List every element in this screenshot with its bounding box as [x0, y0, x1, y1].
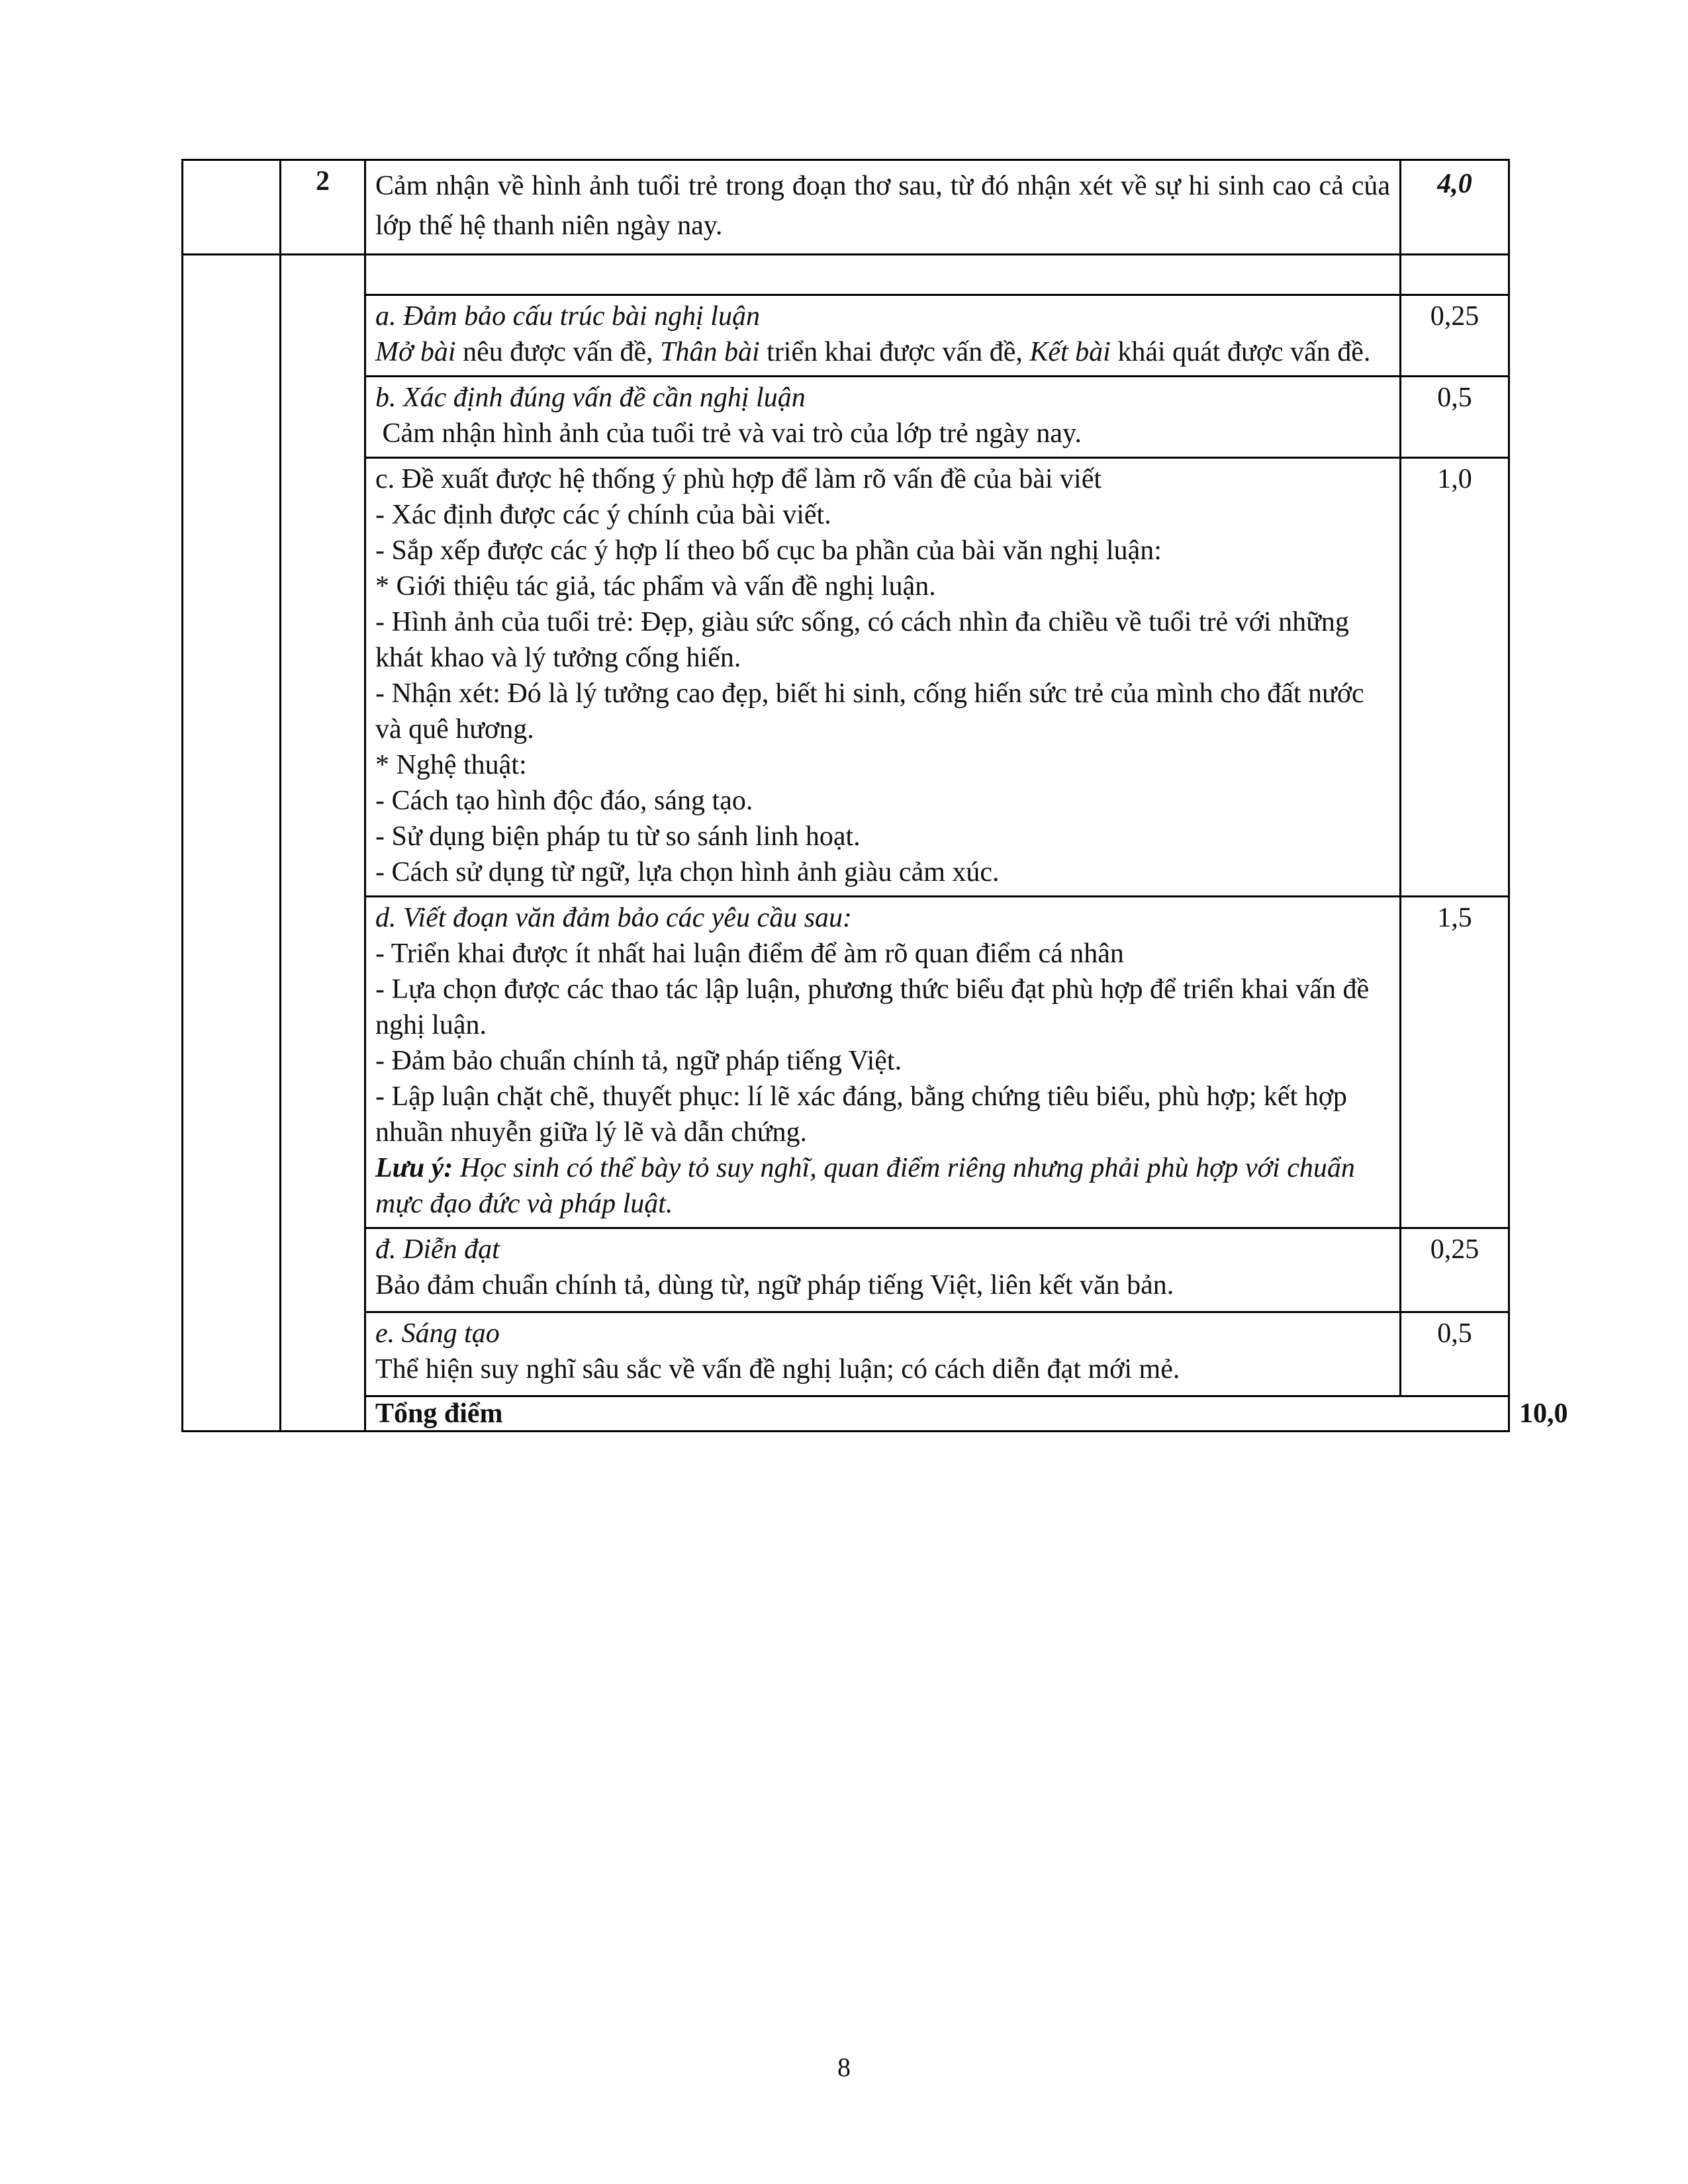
- criterion-a-body: [375, 334, 1390, 370]
- question-row: [183, 160, 1509, 255]
- question-number: 2: [281, 160, 365, 255]
- text-segment: triển khai được vấn đề,: [759, 337, 1030, 367]
- question-prompt: Cảm nhận về hình ảnh tuổi trẻ trong đoạn thơ sau, từ đó nhận xét về sự hi sinh cao cả của lớp thế hệ thanh niên ngày nay.: [365, 160, 1401, 255]
- page-number: 8: [837, 2052, 851, 2082]
- criterion-d-score: 1,5: [1401, 897, 1509, 1228]
- blank-row: [183, 255, 1509, 295]
- criterion-b-score: 0,5: [1401, 377, 1509, 458]
- criterion-c-line: - Cách tạo hình độc đáo, sáng tạo.: [375, 786, 753, 816]
- criterion-e-row: [183, 1312, 1509, 1396]
- criterion-c-line: - Sắp xếp được các ý hợp lí theo bố cục ba phần của bài văn nghị luận:: [375, 535, 1162, 566]
- text-segment: khái quát được vấn đề.: [1110, 337, 1371, 367]
- criterion-e-score: 0,5: [1401, 1312, 1509, 1396]
- criterion-d-heading: d. Viết đoạn văn đảm bảo các yêu cầu sau:: [375, 903, 853, 933]
- criterion-d-line: - Lựa chọn được các thao tác lập luận, phương thức biểu đạt phù hợp để triển khai vấn đề nghị luận.: [375, 974, 1370, 1040]
- part-cell-merged: [183, 255, 281, 1432]
- criterion-b: [365, 377, 1401, 458]
- criterion-d-note: [375, 1150, 1390, 1222]
- total-row: Tổng điểm 10,0: [183, 1396, 1509, 1432]
- criterion-a-heading: a. Đảm bảo cấu trúc bài nghị luận: [375, 301, 760, 332]
- criterion-d-row: [183, 897, 1509, 1228]
- criterion-dd-heading: đ. Diễn đạt: [375, 1234, 500, 1265]
- criterion-c-line: - Sử dụng biện pháp tu từ so sánh linh hoạt.: [375, 821, 861, 852]
- criterion-c-score: 1,0: [1401, 458, 1509, 897]
- text-than-bai: Thân bài: [660, 337, 760, 367]
- question-score: 4,0: [1401, 160, 1509, 255]
- criterion-e-heading: e. Sáng tạo: [375, 1318, 500, 1349]
- criterion-c-line: - Nhận xét: Đó là lý tưởng cao đẹp, biết hi sinh, cống hiến sức trẻ của mình cho đất nước và quê hương.: [375, 678, 1364, 745]
- criterion-c-line: * Nghệ thuật:: [375, 750, 527, 780]
- criterion-b-row: [183, 377, 1509, 458]
- criterion-a-score: 0,25: [1401, 295, 1509, 377]
- criterion-dd: [365, 1228, 1401, 1312]
- criterion-b-heading: b. Xác định đúng vấn đề cần nghị luận: [375, 383, 806, 413]
- blank-content-cell: [365, 255, 1401, 295]
- text-segment: nêu được vấn đề,: [455, 337, 661, 367]
- criterion-e-body: Thể hiện suy nghĩ sâu sắc về vấn đề nghị luận; có cách diễn đạt mới mẻ.: [375, 1354, 1180, 1385]
- criterion-b-body: Cảm nhận hình ảnh của tuổi trẻ và vai trò của lớp trẻ ngày nay.: [375, 418, 1082, 449]
- criterion-d: [365, 897, 1401, 1228]
- note-label: Lưu ý:: [375, 1153, 453, 1183]
- criterion-e: [365, 1312, 1401, 1396]
- criterion-c: [365, 458, 1401, 897]
- grading-rubric-table: [181, 159, 1568, 1432]
- number-cell-merged: [281, 255, 365, 1432]
- total-label: Tổng điểm: [365, 1396, 1509, 1432]
- text-ket-bai: Kết bài: [1029, 337, 1111, 367]
- blank-score-cell: [1401, 255, 1509, 295]
- criterion-d-line: - Đảm bảo chuẩn chính tả, ngữ pháp tiếng Việt.: [375, 1046, 902, 1076]
- criterion-dd-body: Bảo đảm chuẩn chính tả, dùng từ, ngữ pháp tiếng Việt, liên kết văn bản.: [375, 1270, 1174, 1300]
- note-text: Học sinh có thể bày tỏ suy nghĩ, quan điểm riêng nhưng phải phù hợp với chuẩn mực đạo đức và pháp luật.: [375, 1153, 1355, 1219]
- criterion-dd-row: [183, 1228, 1509, 1312]
- criterion-a-row: [183, 295, 1509, 377]
- criterion-dd-score: 0,25: [1401, 1228, 1509, 1312]
- criterion-c-line: - Xác định được các ý chính của bài viết.: [375, 500, 831, 530]
- criterion-c-line: - Cách sử dụng từ ngữ, lựa chọn hình ảnh giàu cảm xúc.: [375, 857, 1000, 887]
- criterion-c-line: * Giới thiệu tác giả, tác phẩm và vấn đề nghị luận.: [375, 571, 936, 602]
- criterion-c-line: - Hình ảnh của tuổi trẻ: Đẹp, giàu sức sống, có cách nhìn đa chiều về tuổi trẻ với những khát khao và lý tưởng cống hiến.: [375, 607, 1349, 673]
- part-cell: [183, 160, 281, 255]
- criterion-c-heading: c. Đề xuất được hệ thống ý phù hợp để làm rõ vấn đề của bài viết: [375, 464, 1102, 494]
- criterion-c-row: [183, 458, 1509, 897]
- text-mo-bai: Mở bài: [375, 337, 456, 367]
- criterion-d-line: - Triển khai được ít nhất hai luận điểm để àm rõ quan điểm cá nhân: [375, 938, 1124, 969]
- criterion-a: [365, 295, 1401, 377]
- criterion-d-line: - Lập luận chặt chẽ, thuyết phục: lí lẽ xác đáng, bằng chứng tiêu biểu, phù hợp; kết hợp nhuần nhuyễn giữa lý lẽ và dẫn chứng.: [375, 1081, 1347, 1148]
